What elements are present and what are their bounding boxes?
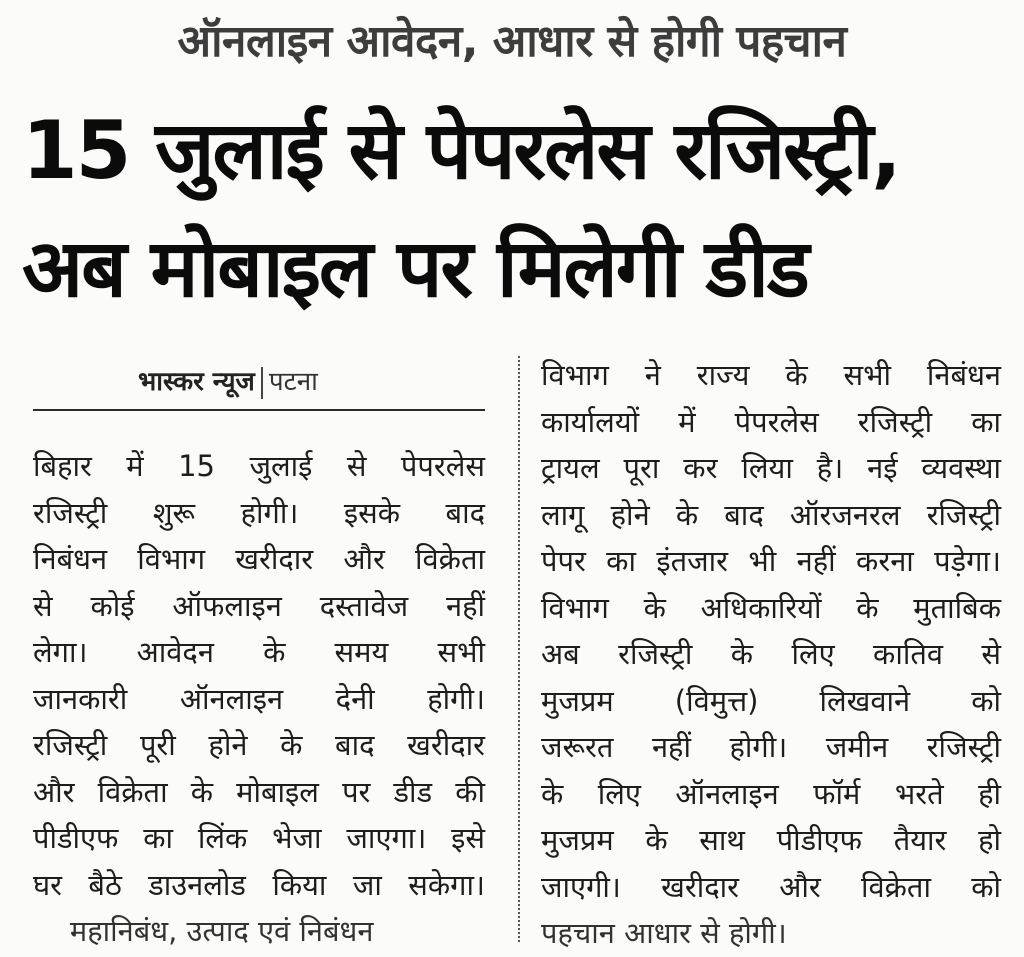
headline	[22, 92, 1012, 328]
left-line: लेगा। आवेदन के समय सभी	[33, 635, 485, 669]
headline-line-1: 15 जुलाई से पेपरलेस रजिस्ट्री,	[22, 104, 900, 197]
right-line: जाएगी। खरीदार और विक्रेता को	[541, 869, 1001, 904]
right-line: ट्रायल पूरा कर लिया है। नई व्यवस्था	[541, 451, 1001, 485]
left-line: और विक्रेता के मोबाइल पर डीड की	[33, 774, 485, 809]
right-line: लागू होने के बाद ऑरजनरल रजिस्ट्री	[541, 497, 1001, 532]
right-line: मुजप्रम के साथ पीडीएफ तैयार हो	[541, 823, 1001, 857]
byline-source: भास्कर न्यूज	[138, 367, 255, 397]
right-line: विभाग ने राज्य के सभी निबंधन	[541, 358, 1001, 392]
left-column	[33, 443, 485, 955]
right-line: पेपर का इंतजार भी नहीं करना पड़ेगा।	[541, 544, 1001, 578]
left-line: पीडीएफ का लिंक भेजा जाएगा। इसे	[33, 821, 485, 855]
kicker-heading: ऑनलाइन आवेदन, आधार से होगी पहचान	[177, 16, 847, 67]
right-line: के लिए ऑनलाइन फॉर्म भरते ही	[541, 776, 1001, 811]
byline-separator	[261, 367, 263, 399]
right-line: अब रजिस्ट्री के लिए कातिव से	[541, 637, 1001, 671]
byline-rule	[33, 409, 485, 411]
left-line: निबंधन विभाग खरीदार और विक्रेता	[33, 542, 485, 576]
byline	[138, 362, 318, 399]
right-line: जरूरत नहीं होगी। जमीन रजिस्ट्री	[541, 730, 1001, 764]
left-line: घर बैठे डाउनलोड किया जा सकेगा।	[33, 867, 485, 902]
left-line: बिहार में 15 जुलाई से पेपरलेस	[33, 449, 485, 483]
right-line: कार्यालयों में पेपरलेस रजिस्ट्री का	[541, 404, 1001, 439]
left-line: रजिस्ट्री पूरी होने के बाद खरीदार	[33, 728, 485, 762]
right-line-partial: पहचान आधार से होगी।	[541, 916, 787, 950]
right-column	[541, 352, 1001, 957]
column-divider	[518, 356, 520, 942]
left-line: रजिस्ट्री शुरू होगी। इसके बाद	[33, 495, 485, 530]
right-line: विभाग के अधिकारियों के मुताबिक	[541, 590, 1001, 625]
left-line: जानकारी ऑनलाइन देनी होगी।	[33, 681, 485, 716]
left-line-partial: महानिबंध, उत्पाद एवं निबंधन	[33, 914, 374, 948]
headline-line-2: अब मोबाइल पर मिलेगी डीड	[22, 222, 808, 315]
right-line: मुजप्रम (विमुत्त) लिखवाने को	[541, 683, 1001, 718]
left-line: से कोई ऑफलाइन दस्तावेज नहीं	[33, 588, 485, 623]
byline-place: पटना	[268, 367, 318, 397]
